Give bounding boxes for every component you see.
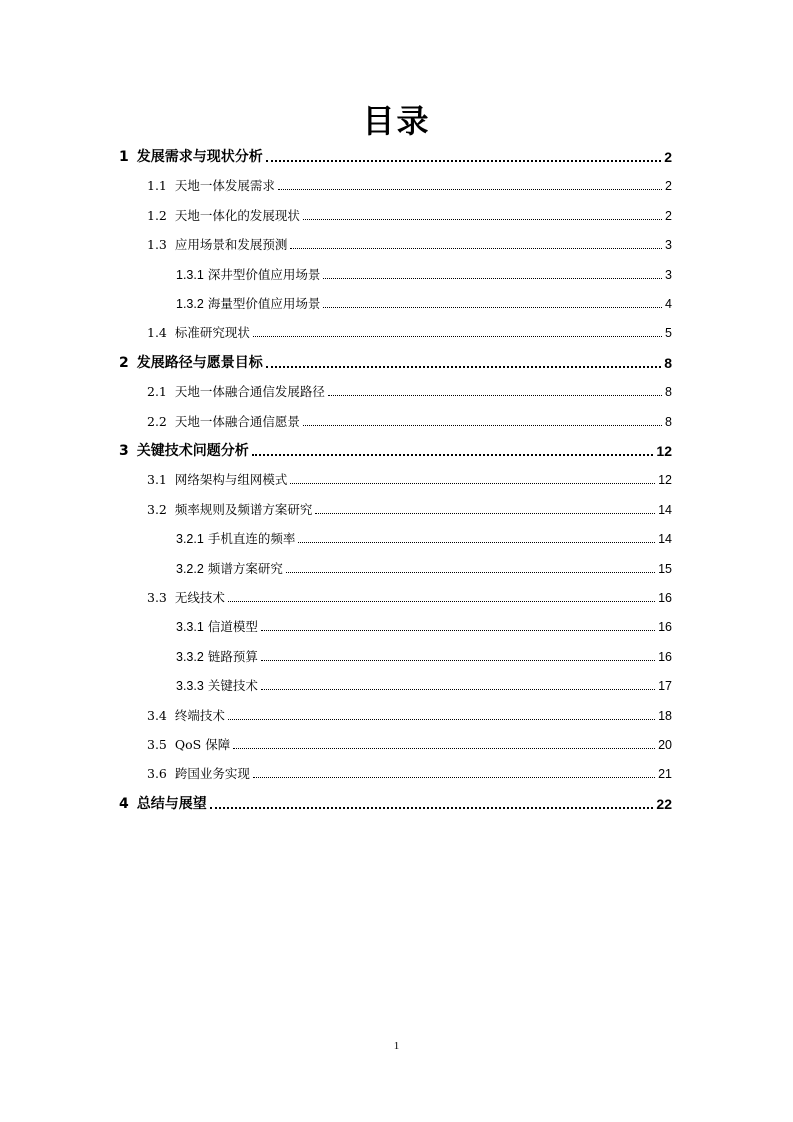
toc-entry-page: 17: [658, 679, 672, 694]
toc-entry-number: 3.5: [147, 737, 167, 752]
toc-entry-page: 3: [665, 267, 672, 282]
dot-leader: [233, 748, 655, 749]
toc-entry-page: 21: [658, 767, 672, 782]
toc-entry-page: 16: [658, 591, 672, 605]
toc-entry[interactable]: [176, 525, 672, 547]
toc-entry-title: 无线技术: [174, 590, 225, 605]
toc-entry-page: 15: [658, 561, 672, 576]
toc-entry-number: 1.2: [147, 207, 167, 223]
toc-entry[interactable]: [119, 437, 672, 459]
toc-entry-number: 3.1: [147, 472, 167, 488]
toc-entry-number: 1.3.1: [176, 267, 204, 282]
toc-entry[interactable]: [147, 702, 672, 724]
dot-leader: [261, 689, 655, 690]
dot-leader: [210, 807, 654, 809]
toc-entry-page: 3: [665, 238, 672, 253]
toc-entry-number: 3.3.1: [176, 620, 204, 635]
dot-leader: [286, 572, 655, 573]
toc-entry[interactable]: [147, 202, 672, 224]
toc-entry-number: 1.1: [147, 178, 167, 194]
dot-leader: [303, 425, 662, 426]
toc-entry-page: 20: [658, 738, 672, 752]
toc-entry-page: 22: [656, 795, 672, 812]
toc-entry-number: 4: [119, 795, 129, 812]
toc-entry-title: 链路预算: [207, 648, 258, 664]
dot-leader: [253, 777, 655, 778]
toc-entry[interactable]: [147, 378, 672, 400]
toc-entry[interactable]: [147, 496, 672, 518]
toc-entry-page: 12: [656, 443, 672, 459]
toc-entry-title: 关键技术问题分析: [136, 443, 249, 459]
toc-entry-number: 3.2.2: [176, 561, 204, 576]
toc-entry-number: 3.3.3: [176, 679, 204, 694]
dot-leader: [290, 483, 655, 484]
toc-entry-page: 18: [658, 708, 672, 723]
toc-entry-number: 1.3.2: [176, 297, 204, 311]
toc-entry[interactable]: [147, 760, 672, 782]
dot-leader: [228, 601, 655, 602]
toc-entry[interactable]: [119, 349, 672, 371]
toc-entry-number: 1: [119, 149, 129, 165]
toc-entry[interactable]: [176, 672, 672, 694]
toc-entry[interactable]: [119, 790, 672, 812]
dot-leader: [315, 513, 655, 514]
toc-entry[interactable]: [176, 261, 672, 283]
dot-leader: [266, 160, 661, 162]
toc-entry[interactable]: [147, 319, 672, 341]
toc-entry-number: 1.4: [147, 325, 167, 341]
toc-entry-title: 频谱方案研究: [207, 560, 283, 576]
toc-entry-number: 2.1: [147, 384, 167, 400]
dot-leader: [228, 719, 655, 720]
toc-entry-page: 5: [665, 326, 672, 341]
toc-entry-title: 手机直连的频率: [207, 531, 296, 547]
toc-entry-number: 2.2: [147, 413, 167, 429]
toc-entry-page: 14: [658, 502, 672, 517]
toc-entry-title: 应用场景和发展预测: [174, 237, 288, 253]
dot-leader: [303, 219, 662, 220]
toc-entry-title: 天地一体融合通信发展路径: [174, 384, 325, 400]
page-number: 1: [393, 1040, 400, 1052]
toc-entry-title: 频率规则及频谱方案研究: [174, 501, 313, 517]
toc-entry-number: 3.3.2: [176, 649, 204, 664]
toc-entry-title: 海量型价值应用场景: [207, 296, 321, 311]
dot-leader: [261, 630, 655, 631]
toc-entry[interactable]: [147, 408, 672, 430]
toc-entry[interactable]: [147, 584, 672, 606]
toc-entry-number: 3.6: [147, 766, 167, 782]
dot-leader: [278, 189, 662, 190]
toc-entry-number: 3.4: [147, 707, 167, 723]
toc-entry[interactable]: [176, 290, 672, 312]
toc-entry-page: 16: [658, 649, 672, 664]
toc-entry-number: 1.3: [147, 237, 167, 253]
toc-entry-title: 标准研究现状: [174, 325, 250, 341]
dot-leader: [266, 366, 661, 368]
toc-entry-page: 14: [658, 532, 672, 547]
toc-entry-page: 16: [658, 620, 672, 635]
toc-entry-number: 3.2: [147, 501, 167, 517]
toc-entry-title: 总结与展望: [136, 795, 207, 812]
dot-leader: [328, 395, 662, 396]
toc-entry-number: 2: [119, 354, 129, 371]
toc-entry-page: 2: [665, 179, 672, 194]
toc-entry-page: 12: [658, 473, 672, 488]
toc-entry-page: 8: [665, 414, 672, 429]
toc-entry-title: 关键技术: [207, 678, 258, 694]
toc-entry-title: 终端技术: [174, 707, 225, 723]
dot-leader: [261, 660, 655, 661]
toc-entry-title: 网络架构与组网模式: [174, 472, 288, 488]
dot-leader: [252, 454, 654, 456]
toc-entry-title: QoS 保障: [174, 737, 231, 752]
toc-entry-number: 3: [119, 443, 129, 459]
toc-entry-title: 跨国业务实现: [174, 766, 250, 782]
toc-entry[interactable]: [176, 643, 672, 665]
toc-entry-page: 2: [664, 149, 672, 165]
toc-entry-title: 发展路径与愿景目标: [136, 354, 263, 371]
toc-entry-number: 3.2.1: [176, 532, 204, 547]
toc-entry[interactable]: [147, 731, 672, 753]
page-title: 目录: [362, 102, 431, 140]
toc-entry-page: 8: [665, 385, 672, 400]
toc-entry-number: 3.3: [147, 590, 167, 605]
toc-entry-title: 天地一体发展需求: [174, 178, 275, 194]
toc-entry-title: 深井型价值应用场景: [207, 266, 321, 282]
toc-entry-title: 天地一体化的发展现状: [174, 207, 300, 223]
toc-entry[interactable]: [119, 143, 672, 165]
dot-leader: [290, 248, 662, 249]
toc-entry-page: 8: [664, 354, 672, 371]
dot-leader: [253, 336, 662, 337]
toc-entry-title: 信道模型: [207, 619, 258, 635]
toc-entry[interactable]: [147, 172, 672, 194]
toc-entry[interactable]: [176, 555, 672, 577]
dot-leader: [323, 307, 662, 308]
toc-entry-page: 4: [665, 297, 672, 311]
toc-entry[interactable]: [147, 466, 672, 488]
dot-leader: [298, 542, 655, 543]
dot-leader: [323, 278, 662, 279]
toc-entry[interactable]: [147, 231, 672, 253]
toc-entry[interactable]: [176, 613, 672, 635]
toc-entry-title: 天地一体融合通信愿景: [174, 413, 300, 429]
toc-entry-page: 2: [665, 208, 672, 223]
toc-entry-title: 发展需求与现状分析: [136, 149, 263, 165]
